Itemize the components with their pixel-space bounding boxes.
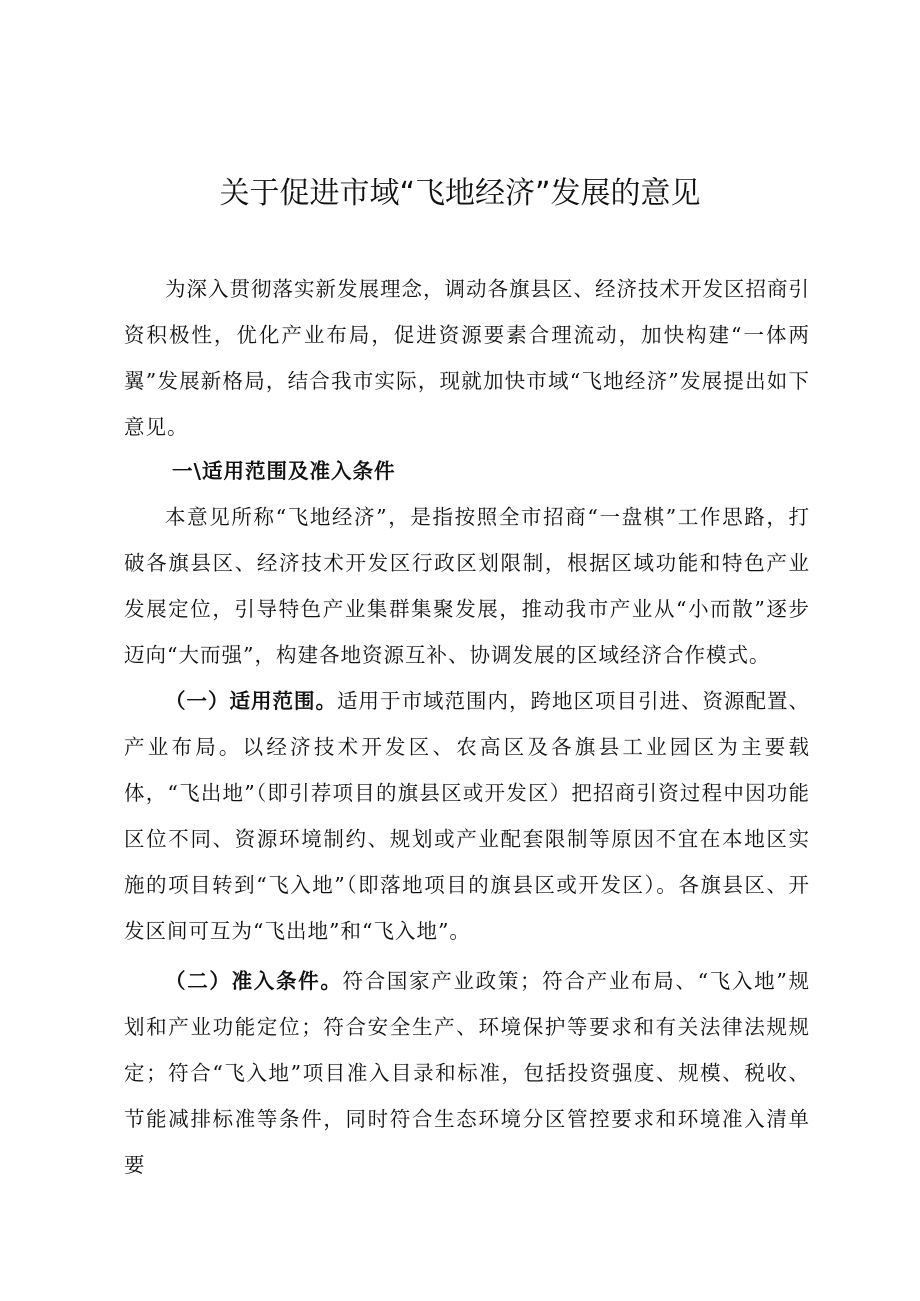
intro-paragraph: 为深入贯彻落实新发展理念，调动各旗县区、经济技术开发区招商引资积极性，优化产业布局，促进资源要素合理流动，加快构建“一体两翼”发展新格局，结合我市实际，现就加快市域“飞地经济”发展提出如下意见。 bbox=[124, 277, 810, 439]
scope-text: 适用于市域范围内，跨地区项目引进、资源配置、产业布局。以经济技术开发区、农高区及各旗县工业园区为主要载体，“飞出地”（即引荐项目的旗县区或开发区）把招商引资过程中因功能区位不同、资源环境制约、规划或产业配套限制等原因不宜在本地区实施的项目转到“飞入地”（即落地项目的旗县区或开发区）。各旗县区、开发区间可互为“飞出地”和“飞入地”。 bbox=[124, 689, 810, 943]
document-title: 关于促进市域“飞地经济”发展的意见 bbox=[219, 176, 701, 211]
criteria-text: 符合国家产业政策；符合产业布局、“飞入地”规划和产业功能定位；符合安全生产、环境保护等要求和有关法律法规规定；符合“飞入地”项目准入目录和标准，包括投资强度、规模、税收、节能减排标准等条件，同时符合生态环境分区管控要求和环境准入清单要 bbox=[124, 969, 810, 1177]
scope-lead: （一）适用范围。 bbox=[165, 689, 337, 713]
scope-paragraph bbox=[124, 678, 810, 954]
definition-paragraph: 本意见所称“飞地经济”，是指按照全市招商“一盘棋”工作思路，打破各旗县区、经济技术开发区行政区划限制，根据区域功能和特色产业发展定位，引导特色产业集群集聚发展，推动我市产业从“小而散”逐步迈向“大而强”，构建各地资源互补、协调发展的区域经济合作模式。 bbox=[124, 505, 810, 667]
section-heading: 一\适用范围及准入条件 bbox=[172, 459, 396, 483]
criteria-paragraph bbox=[124, 958, 810, 1188]
criteria-lead: （二）准入条件。 bbox=[165, 969, 343, 993]
